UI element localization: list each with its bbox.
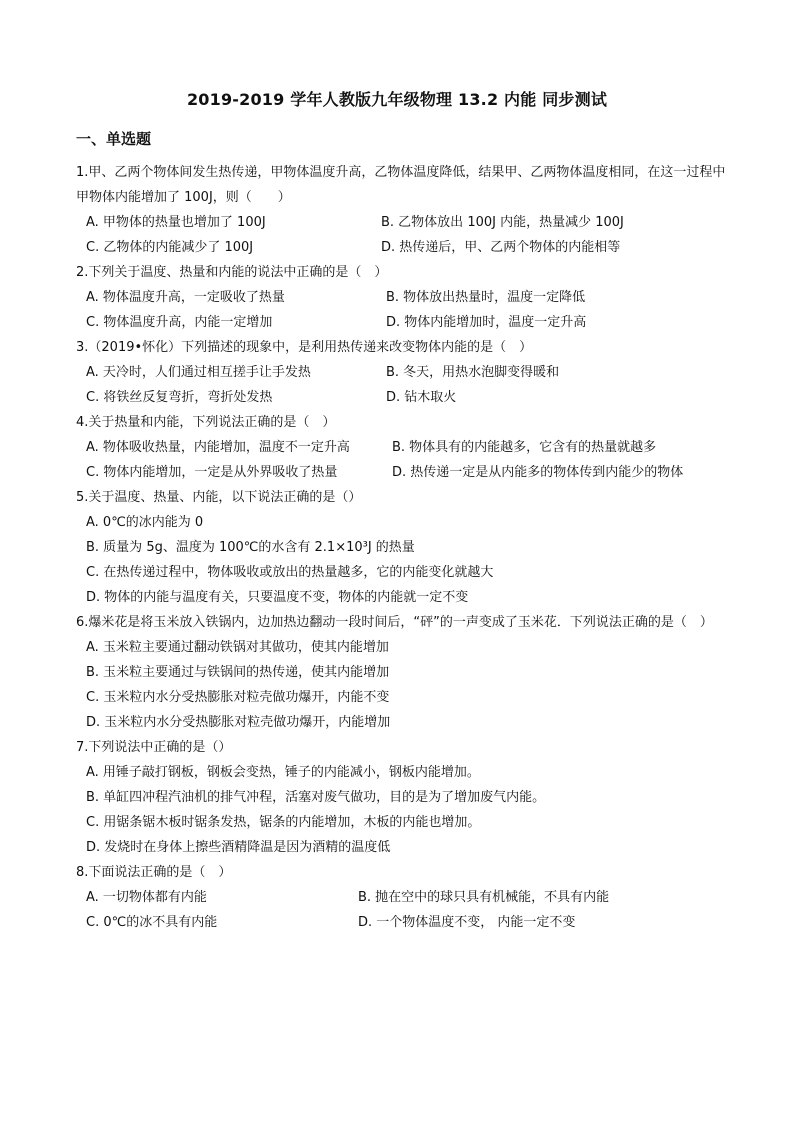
question-stem: 6.爆米花是将玉米放入铁锅内，边加热边翻动一段时间后，“砰”的一声变成了玉米花．下列说法正确的是（ ） <box>76 615 713 630</box>
section-heading: 一、单选题 <box>76 130 152 148</box>
answer-options <box>76 285 726 335</box>
option-c: C. 在热传递过程中，物体吸收或放出的热量越多，它的内能变化就越大 <box>86 565 494 580</box>
option-c: C. 将铁丝反复弯折，弯折处发热 <box>86 390 273 405</box>
option-d: D. 钻木取火 <box>386 390 457 405</box>
option-a: A. 用锤子敲打钢板，钢板会变热，锤子的内能减小，钢板内能增加。 <box>86 765 480 780</box>
question-7 <box>76 735 726 860</box>
option-c: C. 乙物体的内能减少了 100J <box>86 240 254 255</box>
question-8 <box>76 860 726 935</box>
option-c: C. 物体内能增加，一定是从外界吸收了热量 <box>86 465 338 480</box>
answer-options <box>76 885 726 935</box>
question-stem: 5.关于温度、热量、内能，以下说法正确的是（） <box>76 490 362 505</box>
option-a: A. 甲物体的热量也增加了 100J <box>86 215 266 230</box>
question-6 <box>76 610 726 735</box>
option-a: A. 天冷时，人们通过相互搓手让手发热 <box>86 365 311 380</box>
answer-options <box>76 435 726 485</box>
question-2 <box>76 260 726 335</box>
option-a: A. 物体温度升高，一定吸收了热量 <box>86 290 285 305</box>
answer-options <box>76 510 726 610</box>
answer-options <box>76 760 726 860</box>
option-b: B. 冬天，用热水泡脚变得暖和 <box>386 365 560 380</box>
option-c: C. 0℃的冰不具有内能 <box>86 915 218 930</box>
answer-options <box>76 635 726 735</box>
option-d: D. 发烧时在身体上擦些酒精降温是因为酒精的温度低 <box>86 840 391 855</box>
question-stem: 4.关于热量和内能，下列说法正确的是（ ） <box>76 415 336 430</box>
option-b: B. 单缸四冲程汽油机的排气冲程，活塞对废气做功，目的是为了增加废气内能。 <box>86 790 546 805</box>
question-list <box>76 160 726 935</box>
option-a: A. 0℃的冰内能为 0 <box>86 515 204 530</box>
question-stem: 7.下列说法中正确的是（） <box>76 740 232 755</box>
document-title: 2019-2019 学年人教版九年级物理 13.2 内能 同步测试 <box>186 90 608 109</box>
question-1 <box>76 160 726 260</box>
option-b: B. 质量为 5g、温度为 100℃的水含有 2.1×10³J 的热量 <box>86 540 415 555</box>
question-stem: 8.下面说法正确的是（ ） <box>76 865 232 880</box>
question-stem: 1.甲、乙两个物体间发生热传递，甲物体温度升高，乙物体温度降低，结果甲、乙两物体温度相同，在这一过程中甲物体内能增加了 100J，则（ ） <box>76 165 726 205</box>
answer-options <box>76 210 726 260</box>
question-5 <box>76 485 726 610</box>
option-b: B. 乙物体放出 100J 内能，热量减少 100J <box>381 215 624 230</box>
question-stem: 2.下列关于温度、热量和内能的说法中正确的是（ ） <box>76 265 388 280</box>
option-a: A. 玉米粒主要通过翻动铁锅对其做功，使其内能增加 <box>86 640 389 655</box>
option-d: D. 一个物体温度不变， 内能一定不变 <box>358 915 576 930</box>
option-b: B. 抛在空中的球只具有机械能，不具有内能 <box>358 890 610 905</box>
question-3 <box>76 335 726 410</box>
option-b: B. 玉米粒主要通过与铁锅间的热传递，使其内能增加 <box>86 665 390 680</box>
option-c: C. 物体温度升高，内能一定增加 <box>86 315 273 330</box>
question-stem: 3.（2019•怀化）下列描述的现象中，是利用热传递来改变物体内能的是（ ） <box>76 340 533 355</box>
option-b: B. 物体放出热量时，温度一定降低 <box>386 290 586 305</box>
option-a: A. 一切物体都有内能 <box>86 890 207 905</box>
answer-options <box>76 360 726 410</box>
option-d: D. 物体内能增加时，温度一定升高 <box>386 315 587 330</box>
option-b: B. 物体具有的内能越多，它含有的热量就越多 <box>392 440 657 455</box>
option-d: D. 热传递一定是从内能多的物体传到内能少的物体 <box>392 465 684 480</box>
option-d: D. 热传递后，甲、乙两个物体的内能相等 <box>381 240 621 255</box>
option-c: C. 玉米粒内水分受热膨胀对粒壳做功爆开，内能不变 <box>86 690 390 705</box>
option-d: D. 玉米粒内水分受热膨胀对粒壳做功爆开，内能增加 <box>86 715 391 730</box>
option-d: D. 物体的内能与温度有关，只要温度不变，物体的内能就一定不变 <box>86 590 469 605</box>
option-a: A. 物体吸收热量，内能增加，温度不一定升高 <box>86 440 350 455</box>
option-c: C. 用锯条锯木板时锯条发热，锯条的内能增加，木板的内能也增加。 <box>86 815 481 830</box>
question-4 <box>76 410 726 485</box>
